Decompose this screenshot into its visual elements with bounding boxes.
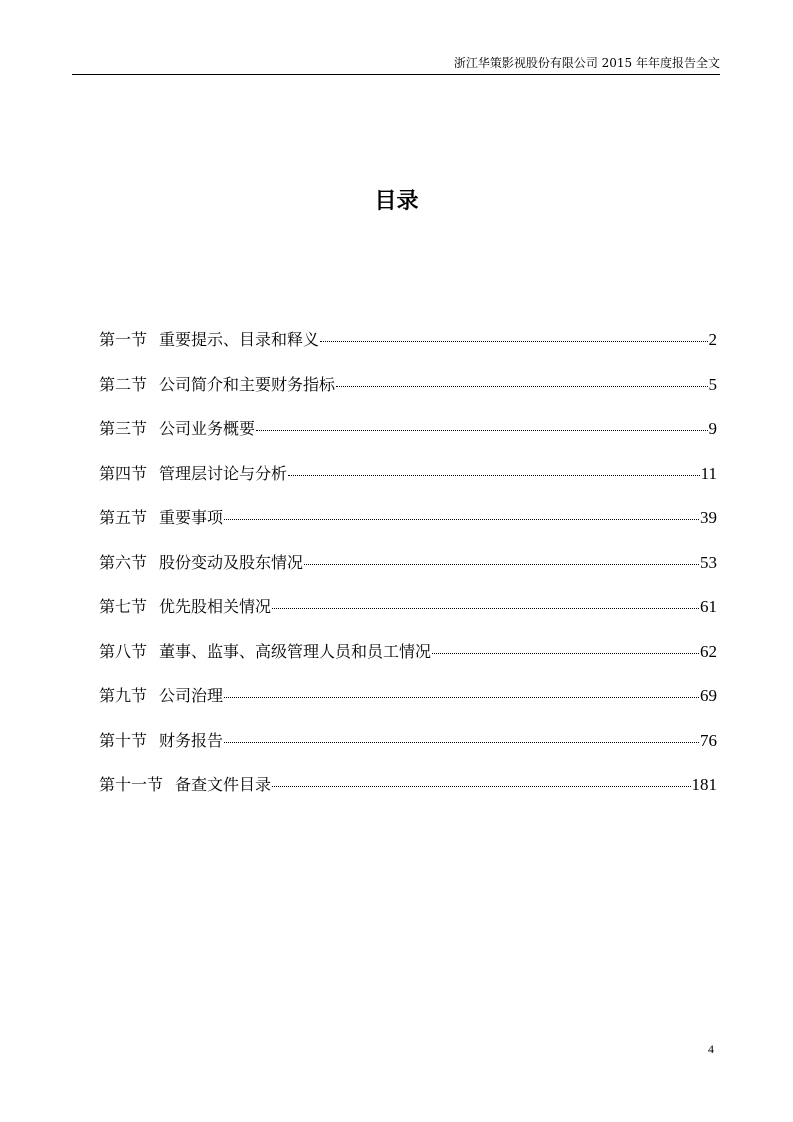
toc-section-label: 第四节: [99, 463, 148, 483]
toc-dot-leader: [272, 588, 699, 609]
toc-page-number: 5: [708, 374, 717, 394]
toc-heading: 重要提示、目录和释义: [159, 330, 320, 349]
page-number: 4: [708, 1042, 714, 1056]
toc-entry-10[interactable]: [99, 725, 717, 770]
toc-entry-5[interactable]: [99, 502, 717, 547]
toc-entry-9[interactable]: [99, 680, 717, 725]
toc-dot-leader: [336, 366, 707, 387]
toc-heading: 股份变动及股东情况: [159, 552, 304, 572]
toc-section-label: 第九节: [99, 686, 148, 705]
page-header: [72, 53, 720, 75]
toc-heading: 备查文件目录: [175, 775, 272, 794]
toc-dot-leader: [224, 499, 699, 520]
header-text: 浙江华策影视股份有限公司 2015 年年度报告全文: [453, 56, 720, 70]
toc-title: 目录: [374, 189, 419, 214]
toc-heading: 公司业务概要: [159, 419, 256, 438]
toc-page-number: 2: [708, 330, 717, 349]
toc-entry-1[interactable]: [99, 324, 717, 369]
toc-dot-leader: [432, 633, 699, 654]
toc-page-number: 9: [708, 419, 717, 438]
toc-entry-11[interactable]: [99, 769, 717, 814]
toc-entry-7[interactable]: [99, 591, 717, 636]
toc-dot-leader: [288, 455, 700, 476]
toc-section-label: 第八节: [99, 641, 148, 661]
toc-heading: 管理层讨论与分析: [159, 463, 288, 483]
toc-heading: 优先股相关情况: [159, 597, 272, 616]
toc-page-number: 69: [700, 686, 717, 705]
toc-dot-leader: [256, 410, 707, 431]
toc-section-label: 第五节: [99, 508, 148, 527]
toc-page-number: 61: [700, 597, 717, 616]
toc-page-number: 11: [700, 463, 717, 483]
toc-heading: 财务报告: [159, 730, 224, 750]
toc-heading: 公司治理: [159, 686, 224, 705]
toc-section-label: 第二节: [99, 374, 148, 394]
toc-dot-leader: [272, 766, 690, 787]
toc-entry-6[interactable]: [99, 547, 717, 592]
toc-dot-leader: [224, 677, 699, 698]
toc-section-label: 第十一节: [99, 775, 164, 794]
toc-section-label: 第六节: [99, 552, 148, 572]
toc-page-number: 76: [700, 730, 717, 750]
toc-heading: 重要事项: [159, 508, 224, 527]
toc-page-number: 39: [700, 508, 717, 527]
table-of-contents: [99, 324, 717, 814]
toc-heading: 公司简介和主要财务指标: [159, 374, 336, 394]
toc-heading: 董事、监事、高级管理人员和员工情况: [159, 641, 432, 661]
toc-section-label: 第一节: [99, 330, 148, 349]
toc-page-number: 53: [700, 552, 717, 572]
toc-entry-4[interactable]: [99, 458, 717, 503]
toc-dot-leader: [224, 722, 699, 743]
toc-entry-2[interactable]: [99, 369, 717, 414]
toc-section-label: 第七节: [99, 597, 148, 616]
toc-section-label: 第十节: [99, 730, 148, 750]
toc-page-number: 181: [691, 775, 717, 794]
toc-page-number: 62: [700, 641, 717, 661]
toc-entry-3[interactable]: [99, 413, 717, 458]
toc-dot-leader: [320, 321, 707, 342]
toc-entry-8[interactable]: [99, 636, 717, 681]
toc-section-label: 第三节: [99, 419, 148, 438]
toc-dot-leader: [304, 544, 699, 565]
